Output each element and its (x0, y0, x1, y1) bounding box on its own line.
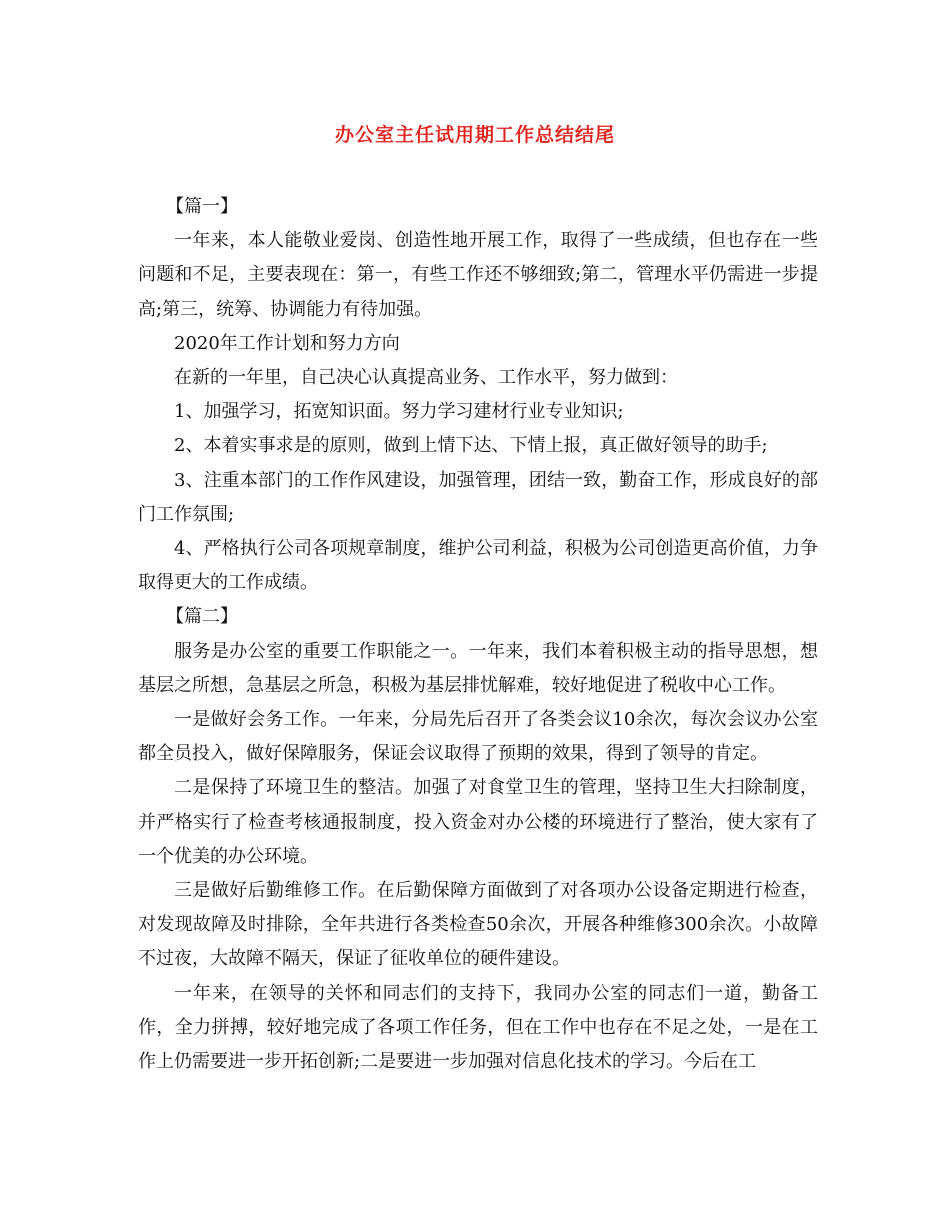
paragraph: 4、严格执行公司各项规章制度，维护公司利益，积极为公司创造更高价值，力争取得更大的工作成绩。 (138, 538, 818, 594)
document-body (138, 190, 818, 1079)
paragraph: 服务是办公室的重要工作职能之一。一年来，我们本着积极主动的指导思想，想基层之所想，急基层之所急，积极为基层排忧解难，较好地促进了税收中心工作。 (138, 640, 818, 696)
paragraph: 3、注重本部门的工作作风建设，加强管理，团结一致，勤奋工作，形成良好的部门工作氛围; (138, 469, 818, 525)
paragraph: 三是做好后勤维修工作。在后勤保障方面做到了对各项办公设备定期进行检查，对发现故障及时排除，全年共进行各类检查50余次，开展各种维修300余次。小故障不过夜，大故障不隔天，保证了征收单位的硬件建设。 (138, 880, 818, 970)
paragraph: 2020年工作计划和努力方向 (174, 332, 400, 354)
document-title: 办公室主任试用期工作总结结尾 (334, 124, 615, 146)
section-heading: 【篇一】 (166, 196, 238, 217)
paragraph: 1、加强学习，拓宽知识面。努力学习建材行业专业知识; (174, 401, 624, 423)
paragraph: 二是保持了环境卫生的整洁。加强了对食堂卫生的管理，坚持卫生大扫除制度，并严格实行了检查考核通报制度，投入资金对办公楼的环境进行了整治，使大家有了一个优美的办公环境。 (138, 777, 818, 867)
paragraph: 一是做好会务工作。一年来，分局先后召开了各类会议10余次，每次会议办公室都全员投入，做好保障服务，保证会议取得了预期的效果，得到了领导的肯定。 (138, 709, 818, 765)
paragraph: 2、本着实事求是的原则，做到上情下达、下情上报，真正做好领导的助手; (174, 435, 768, 457)
paragraph: 一年来，在领导的关怀和同志们的支持下，我同办公室的同志们一道，勤备工作，全力拼搏，较好地完成了各项工作任务，但在工作中也存在不足之处，一是在工作上仍需要进一步开拓创新;二是要进一步加强对信息化技术的学习。今后在工 (138, 982, 818, 1073)
section-heading: 【篇二】 (166, 606, 238, 628)
paragraph: 在新的一年里，自己决心认真提高业务、工作水平，努力做到： (174, 367, 678, 389)
paragraph: 一年来，本人能敬业爱岗、创造性地开展工作，取得了一些成绩，但也存在一些问题和不足，主要表现在：第一，有些工作还不够细致;第二，管理水平仍需进一步提高;第三，统筹、协调能力有待加强。 (138, 230, 818, 320)
